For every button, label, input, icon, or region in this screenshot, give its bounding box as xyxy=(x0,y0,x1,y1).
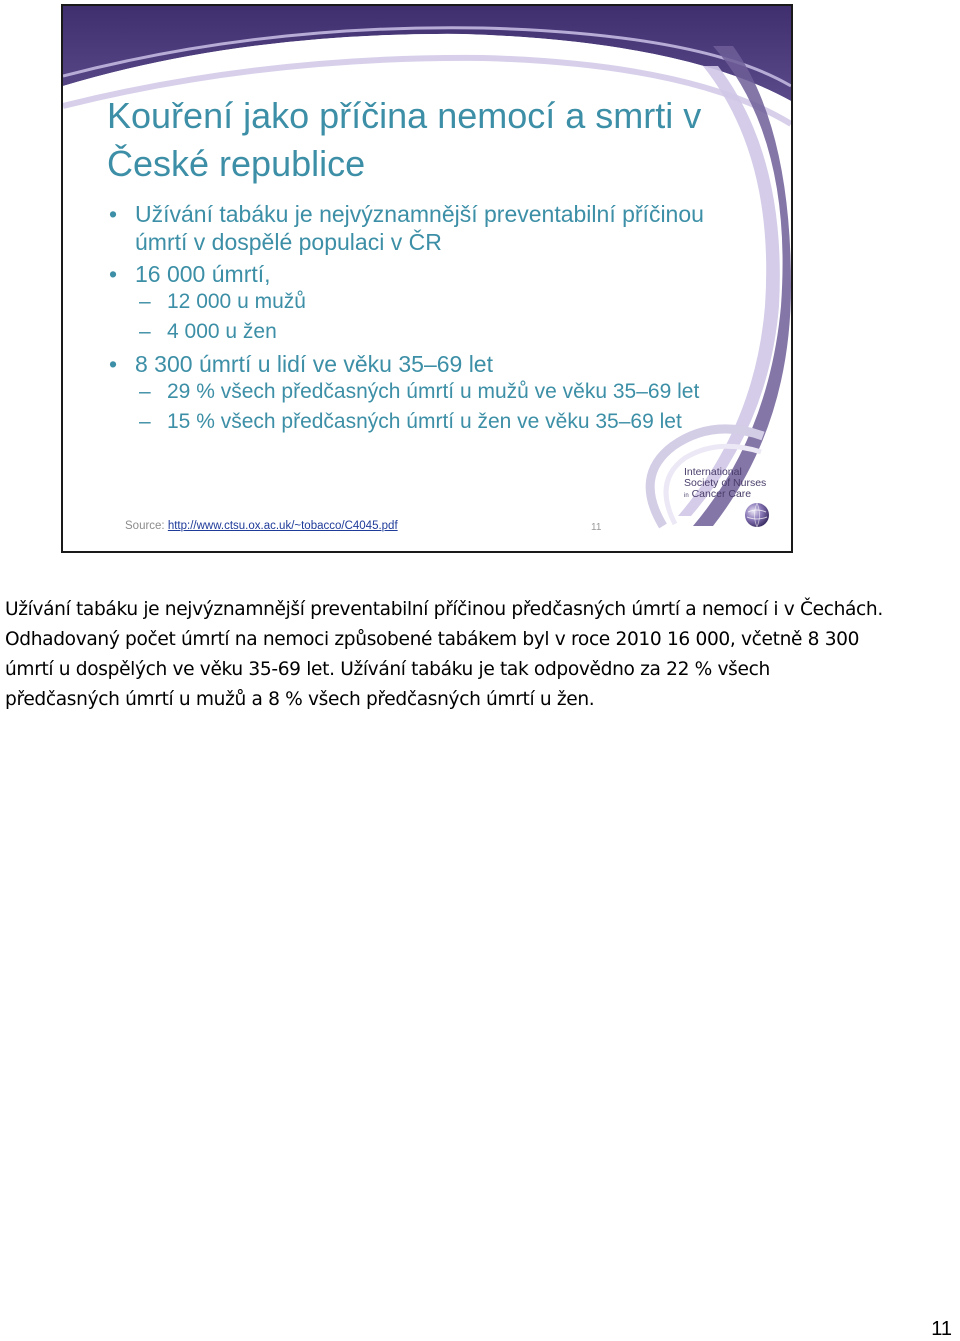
dash-icon: – xyxy=(139,290,151,313)
bullet-text: Užívání tabáku je nejvýznamnější preventabilní příčinou úmrtí v dospělé populaci v ČR xyxy=(135,201,704,255)
sub-bullet-list xyxy=(135,380,747,434)
speaker-notes: Užívání tabáku je nejvýznamnější preventabilní příčinou předčasných úmrtí a nemocí i v Čechách. Odhadovaný počet úmrtí na nemoci způsobené tabákem byl v roce 2010 16 000, včetně 8 300 úmrtí u dospělých ve věku 35-69 let. Užívání tabáku je tak odpovědno za 22 % všech předčasných úmrtí u mužů a 8 % všech předčasných úmrtí u žen. xyxy=(5,599,883,710)
sub-bullet-item xyxy=(135,290,747,314)
source-label: Source: xyxy=(125,520,165,532)
sub-bullet-item xyxy=(135,410,747,434)
sub-bullet-text: 12 000 u mužů xyxy=(167,290,306,313)
bullet-dot-icon: • xyxy=(109,201,118,227)
bullet-dot-icon: • xyxy=(109,351,118,377)
slide-bullet-list xyxy=(107,200,747,440)
logo-line-3 xyxy=(684,489,766,502)
presentation-slide xyxy=(61,4,793,553)
bullet-item xyxy=(107,260,747,344)
logo-line-3-prefix: in xyxy=(684,493,689,499)
page-number: 11 xyxy=(931,1318,952,1340)
globe-logo-icon xyxy=(744,502,770,528)
source-link[interactable]: http://www.ctsu.ox.ac.uk/~tobacco/C4045.pdf xyxy=(167,520,398,532)
sub-bullet-list xyxy=(135,290,747,344)
sub-bullet-item xyxy=(135,320,747,344)
isncc-logo-text xyxy=(684,467,766,502)
bullet-text: 8 300 úmrtí u lidí ve věku 35–69 let xyxy=(135,351,493,377)
logo-line-3-text: Cancer Care xyxy=(691,488,752,500)
dash-icon: – xyxy=(139,410,151,433)
sub-bullet-text: 15 % všech předčasných úmrtí u žen ve věku 35–69 let xyxy=(167,410,682,433)
bullet-dot-icon: • xyxy=(109,261,118,287)
sub-bullet-text: 4 000 u žen xyxy=(167,320,277,343)
bullet-item xyxy=(107,200,747,256)
slide-source xyxy=(125,520,398,532)
sub-bullet-item xyxy=(135,380,747,404)
dash-icon: – xyxy=(139,380,151,403)
slide-number: 11 xyxy=(591,522,602,533)
logo-line-2: Society of Nurses xyxy=(684,477,767,489)
sub-bullet-text: 29 % všech předčasných úmrtí u mužů ve věku 35–69 let xyxy=(167,380,700,403)
bullet-item xyxy=(107,350,747,434)
bullet-text: 16 000 úmrtí, xyxy=(135,261,271,287)
logo-line-1: International xyxy=(684,466,742,478)
dash-icon: – xyxy=(139,320,151,343)
slide-title: Kouření jako příčina nemocí a smrti v České republice xyxy=(107,95,702,184)
